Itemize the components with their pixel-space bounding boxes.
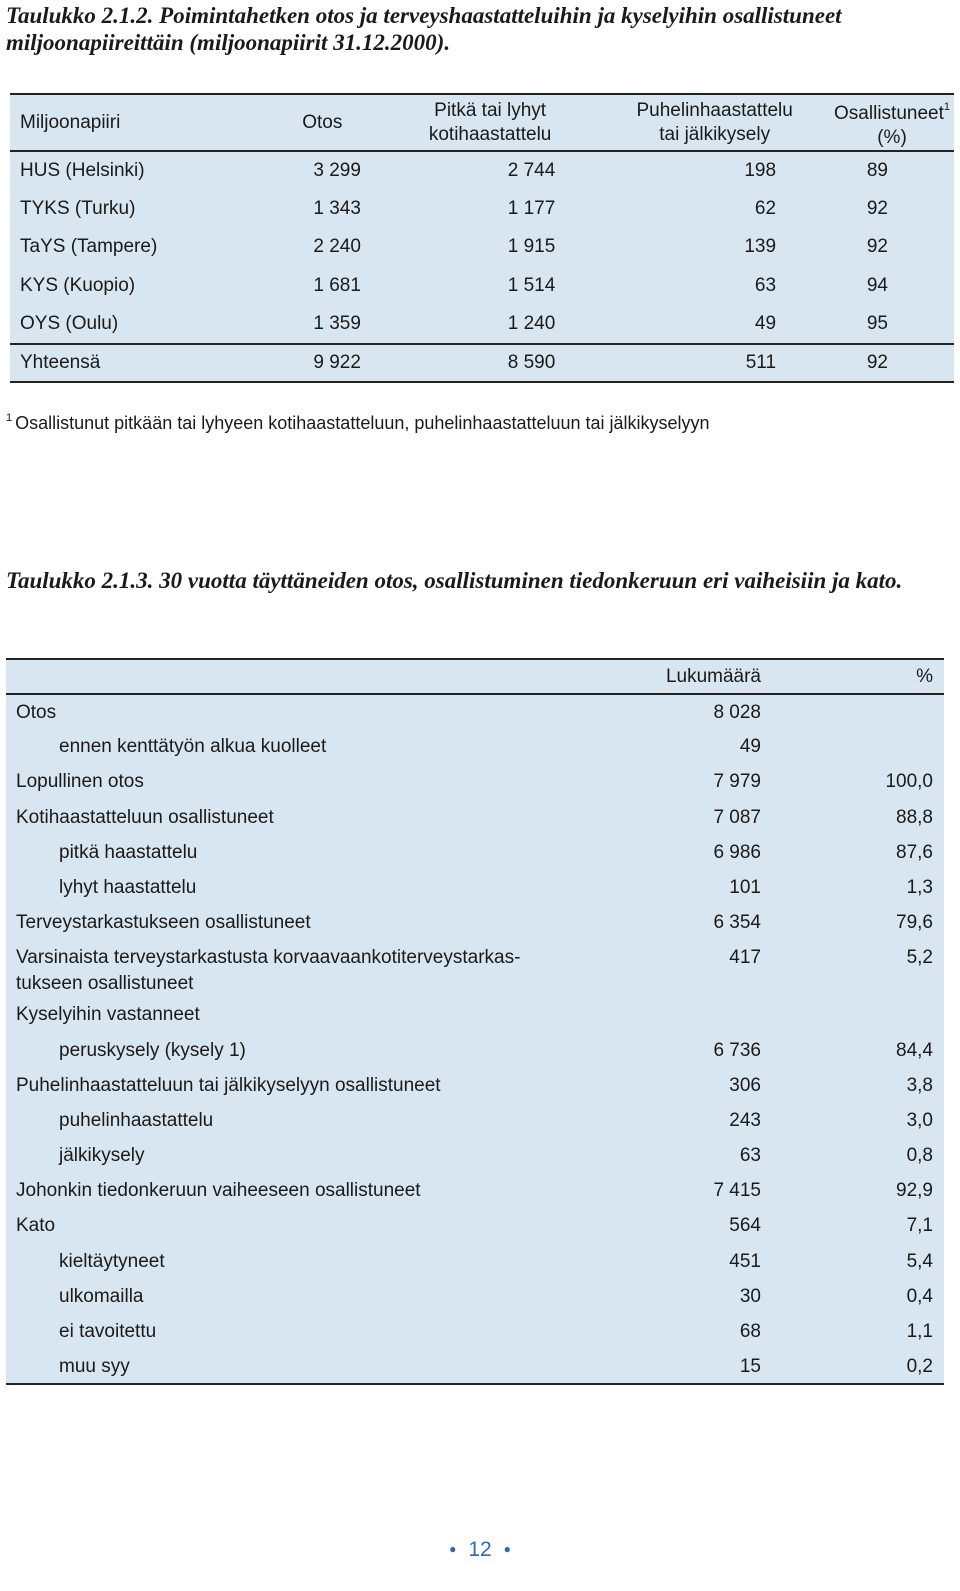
cell-phone-interview: 63 <box>754 274 777 296</box>
cell-count: 6 986 <box>713 841 761 863</box>
cell-percent <box>761 694 944 729</box>
table-row <box>10 228 954 267</box>
column-header-district: Miljoonapiiri <box>20 111 121 133</box>
table-row <box>6 1068 944 1103</box>
header-line <box>834 95 950 126</box>
cell-count: 49 <box>739 736 761 758</box>
table-total-row <box>10 344 954 383</box>
cell-count <box>621 997 761 1032</box>
cell-sample: 1 343 <box>313 197 361 219</box>
cell-label: kieltäytyneet <box>59 1250 165 1272</box>
cell-home-interview: 1 240 <box>507 312 556 334</box>
cell-percent: 92,9 <box>896 1180 933 1202</box>
cell-participated: 92 <box>866 236 888 258</box>
footnote-marker: 1 <box>6 412 13 424</box>
cell-label: Varsinaista terveystarkastusta korvaavaankotiterveystarkas-tukseen osallistuneet <box>16 947 521 995</box>
bullet-icon: ● <box>503 1542 511 1556</box>
cell-count: 7 415 <box>713 1180 761 1202</box>
cell-sample: 3 299 <box>313 159 361 181</box>
cell-percent: 7,1 <box>906 1215 933 1237</box>
table-footnote <box>6 412 710 434</box>
column-header-participated <box>830 94 954 151</box>
cell-district: TaYS (Tampere) <box>20 236 158 258</box>
cell-phone-interview: 139 <box>744 236 777 258</box>
cell-percent: 0,8 <box>906 1145 933 1167</box>
cell-label: Otos <box>16 702 57 723</box>
cell-percent: 3,8 <box>906 1074 933 1096</box>
cell-percent: 1,1 <box>906 1321 933 1342</box>
header-line: Puhelinhaastattelu <box>636 99 793 121</box>
cell-label: pitkä haastattelu <box>59 841 198 863</box>
footnote-marker: 1 <box>943 101 950 113</box>
table-row <box>6 1173 944 1208</box>
bullet-icon: ● <box>449 1542 457 1556</box>
column-header-percent: % <box>916 665 933 687</box>
cell-percent: 5,2 <box>906 947 933 969</box>
table-row <box>6 764 944 799</box>
cell-label: Kato <box>16 1215 56 1237</box>
table-row <box>6 1033 944 1068</box>
cell-percent: 88,8 <box>896 806 933 828</box>
cell-count: 564 <box>729 1215 761 1237</box>
header-line: (%) <box>877 127 907 148</box>
cell-count: 306 <box>729 1074 761 1096</box>
cell-percent: 3,0 <box>906 1109 933 1131</box>
cell-percent: 5,4 <box>906 1250 933 1272</box>
table-caption: Taulukko 2.1.3. 30 vuotta täyttäneiden otos, osallistuminen tiedonkeruun eri vaiheisiin ja kato. <box>6 568 903 593</box>
cell-phone-interview: 511 <box>745 351 777 373</box>
cell-percent: 1,3 <box>906 876 933 898</box>
cell-label: lyhyt haastattelu <box>59 876 197 898</box>
cell-percent: 100,0 <box>885 771 933 793</box>
cell-home-interview: 1 177 <box>507 197 556 219</box>
cell-count: 30 <box>739 1285 761 1307</box>
cell-participated: 89 <box>866 159 888 181</box>
table-row <box>6 905 944 940</box>
table-header-row <box>6 659 944 694</box>
table-row <box>6 1244 944 1279</box>
table-row <box>6 1138 944 1173</box>
cell-count: 243 <box>729 1109 761 1131</box>
cell-participated: 94 <box>866 274 888 296</box>
cell-label: jälkikysely <box>59 1145 145 1167</box>
table-row <box>6 870 944 905</box>
cell-label: puhelinhaastattelu <box>59 1109 214 1131</box>
table-caption: Taulukko 2.1.2. Poimintahetken otos ja terveyshaastatteluihin ja kyselyihin osallistuneet miljoonapiireittäin (miljoonapiirit 31.12.2000). <box>6 3 842 55</box>
cell-label: Kyselyihin vastanneet <box>16 1004 200 1026</box>
cell-home-interview: 8 590 <box>507 351 556 373</box>
district-sample-table <box>10 93 954 383</box>
cell-label: Puhelinhaastatteluun tai jälkikyselyyn osallistuneet <box>16 1074 441 1096</box>
cell-phone-interview: 198 <box>744 159 777 181</box>
column-header-phone-interview <box>599 94 830 151</box>
cell-sample: 9 922 <box>313 351 361 373</box>
cell-count: 7 087 <box>713 806 761 828</box>
cell-district: TYKS (Turku) <box>20 197 136 219</box>
cell-label: ei tavoitettu <box>59 1321 157 1342</box>
header-text: Osallistuneet <box>834 103 944 124</box>
cell-label: muu syy <box>59 1356 130 1378</box>
cell-label: Lopullinen otos <box>16 771 144 793</box>
table-row <box>10 305 954 344</box>
cell-count: 417 <box>729 947 761 969</box>
cell-count: 63 <box>739 1145 761 1167</box>
cell-count: 68 <box>739 1321 761 1342</box>
cell-percent: 84,4 <box>896 1039 933 1061</box>
cell-percent <box>761 997 944 1032</box>
page-number: 12 <box>468 1538 492 1561</box>
cell-label: Johonkin tiedonkeruun vaiheeseen osallistuneet <box>16 1180 421 1202</box>
column-header-label <box>6 659 621 694</box>
table-row <box>10 267 954 306</box>
column-header-count: Lukumäärä <box>665 665 761 687</box>
table-row <box>6 1208 944 1243</box>
cell-sample: 1 681 <box>313 274 361 296</box>
cell-home-interview: 1 514 <box>507 274 556 296</box>
column-header-home-interview <box>381 94 599 151</box>
participation-table <box>6 658 944 1385</box>
cell-percent: 0,2 <box>906 1356 933 1378</box>
cell-label: Terveystarkastukseen osallistuneet <box>16 912 311 934</box>
table-row <box>6 835 944 870</box>
cell-label: peruskysely (kysely 1) <box>59 1039 246 1061</box>
cell-participated: 95 <box>866 312 888 334</box>
cell-count: 7 979 <box>713 771 761 793</box>
cell-percent: 79,6 <box>896 912 933 934</box>
cell-district: HUS (Helsinki) <box>20 159 145 181</box>
cell-count: 101 <box>729 876 761 898</box>
table-row <box>6 1349 944 1384</box>
cell-percent <box>761 729 944 764</box>
cell-participated: 92 <box>866 351 888 373</box>
table-row <box>6 1279 944 1314</box>
table-row <box>6 800 944 835</box>
cell-percent: 0,4 <box>906 1285 933 1307</box>
cell-percent: 87,6 <box>896 841 933 863</box>
cell-sample: 1 359 <box>313 312 361 334</box>
column-header-sample: Otos <box>302 111 343 133</box>
cell-count: 6 354 <box>713 912 761 934</box>
cell-district: Yhteensä <box>20 351 101 373</box>
header-line: Pitkä tai lyhyt <box>434 99 547 121</box>
cell-phone-interview: 49 <box>754 312 777 334</box>
table-row <box>6 1314 944 1349</box>
table-header-row <box>10 94 954 151</box>
cell-phone-interview: 62 <box>754 197 777 219</box>
cell-home-interview: 2 744 <box>507 159 556 181</box>
header-line: kotihaastattelu <box>428 123 552 145</box>
table-row <box>10 151 954 190</box>
table-row <box>6 940 944 997</box>
cell-district: OYS (Oulu) <box>20 312 119 334</box>
table-row <box>6 694 944 729</box>
cell-label: ennen kenttätyön alkua kuolleet <box>59 736 327 758</box>
table-row <box>6 1103 944 1138</box>
cell-label: Kotihaastatteluun osallistuneet <box>16 806 274 828</box>
cell-count: 6 736 <box>713 1039 761 1061</box>
table-row <box>6 729 944 764</box>
cell-count: 15 <box>739 1356 761 1378</box>
cell-count: 451 <box>729 1250 761 1272</box>
cell-home-interview: 1 915 <box>507 236 556 258</box>
cell-district: KYS (Kuopio) <box>20 274 136 296</box>
cell-participated: 92 <box>866 197 888 219</box>
cell-sample: 2 240 <box>313 236 361 258</box>
header-line: tai jälkikysely <box>659 123 771 145</box>
footnote-text: Osallistunut pitkään tai lyhyeen kotihaastatteluun, puhelinhaastatteluun tai jälkikyselyyn <box>15 413 710 433</box>
table-row <box>6 997 944 1032</box>
cell-count: 8 028 <box>713 702 761 723</box>
table-row <box>10 190 954 229</box>
cell-label: ulkomailla <box>59 1285 144 1307</box>
page-footer <box>0 1538 960 1562</box>
